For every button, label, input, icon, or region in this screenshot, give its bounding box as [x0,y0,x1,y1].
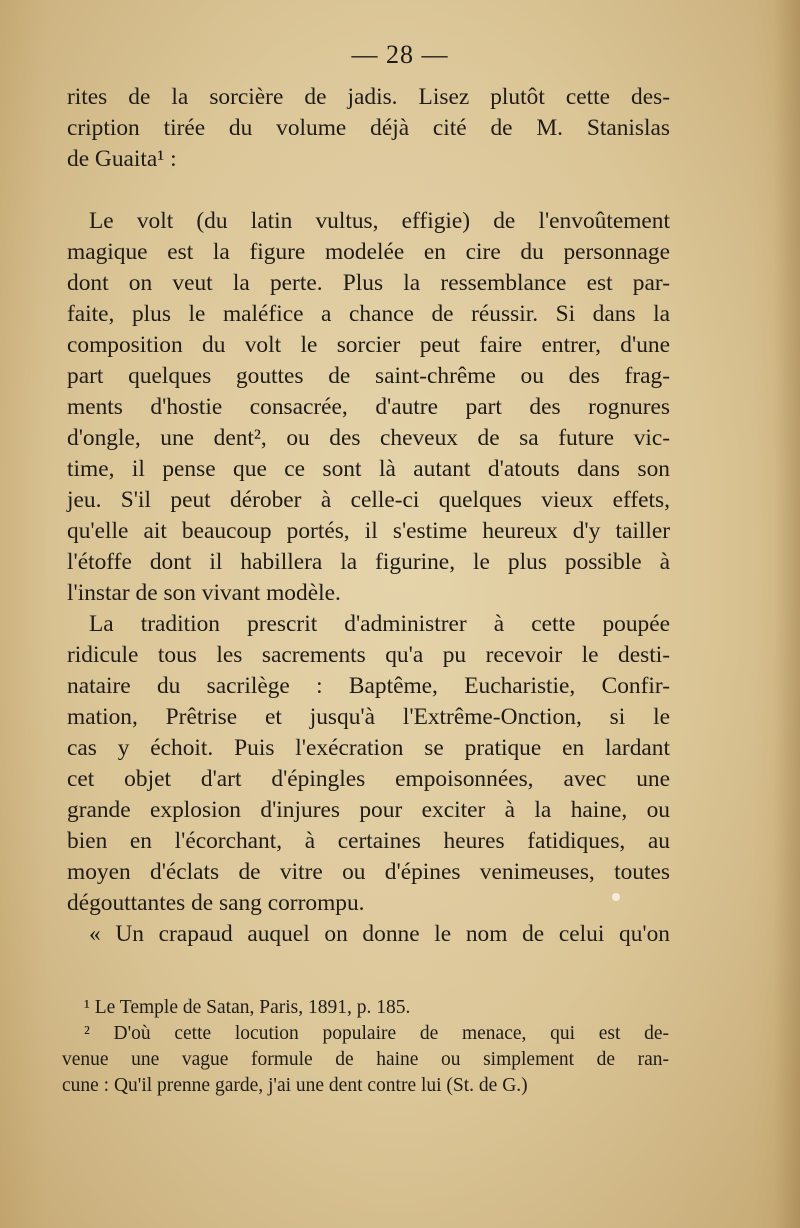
text-line: jeu. S'il peut dérober à celle-ci quelques vieux effets, [67,487,670,513]
footnote-2: ² D'où cette locution populaire de menace, qui est de- [84,1023,669,1044]
text-line: Le volt (du latin vultus, effigie) de l'envoûtement [89,208,670,234]
text-line: grande explosion d'injures pour exciter à la haine, ou [67,797,670,823]
text-line: time, il pense que ce sont là autant d'atouts dans son [67,456,670,482]
text-line: cet objet d'art d'épingles empoisonnées, avec une [67,766,670,792]
text-line: de Guaita¹ : [67,146,177,172]
text-line: magique est la figure modelée en cire du personnage [67,239,670,265]
text-line: faite, plus le maléfice a chance de réussir. Si dans la [67,301,670,327]
paper-speck [612,893,620,901]
text-line: moyen d'éclats de vitre ou d'épines venimeuses, toutes [67,859,670,885]
text-line: rites de la sorcière de jadis. Lisez plutôt cette des- [67,84,670,110]
text-line: ridicule tous les sacrements qu'a pu recevoir le desti- [67,642,670,668]
text-line: La tradition prescrit d'administrer à cette poupée [89,611,670,637]
footnote-2-continued: venue une vague formule de haine ou simplement de ran- [62,1049,669,1070]
text-line: cas y échoit. Puis l'exécration se pratique en lardant [67,735,670,761]
text-line: mation, Prêtrise et jusqu'à l'Extrême-Onction, si le [67,704,670,730]
text-line: l'instar de son vivant modèle. [67,580,341,606]
intro-paragraph [67,82,670,175]
text-line: dégouttantes de sang corrompu. [67,890,365,916]
text-line: qu'elle ait beaucoup portés, il s'estime heureux d'y tailler [67,518,670,544]
footnote-2-continued: cune : Qu'il prenne garde, j'ai une dent contre lui (St. de G.) [62,1075,528,1096]
footnote-1: ¹ Le Temple de Satan, Paris, 1891, p. 185. [84,997,411,1018]
text-line: d'ongle, une dent², ou des cheveux de sa future vic- [67,425,670,451]
text-line: composition du volt le sorcier peut faire entrer, d'une [67,332,670,358]
text-line: part quelques gouttes de saint-chrême ou des frag- [67,363,670,389]
text-line: « Un crapaud auquel on donne le nom de celui qu'on [89,921,670,947]
quoted-passage [67,206,670,950]
text-line: bien en l'écorchant, à certaines heures fatidiques, au [67,828,670,854]
text-line: dont on veut la perte. Plus la ressemblance est par- [67,270,670,296]
footnotes [62,995,669,1099]
text-line: l'étoffe dont il habillera la figurine, le plus possible à [67,549,670,575]
text-line: ments d'hostie consacrée, d'autre part des rognures [67,394,670,420]
text-line: nataire du sacrilège : Baptême, Eucharistie, Confir- [67,673,670,699]
page-number: — 28 — [351,40,449,69]
text-line: cription tirée du volume déjà cité de M. Stanislas [67,115,670,141]
